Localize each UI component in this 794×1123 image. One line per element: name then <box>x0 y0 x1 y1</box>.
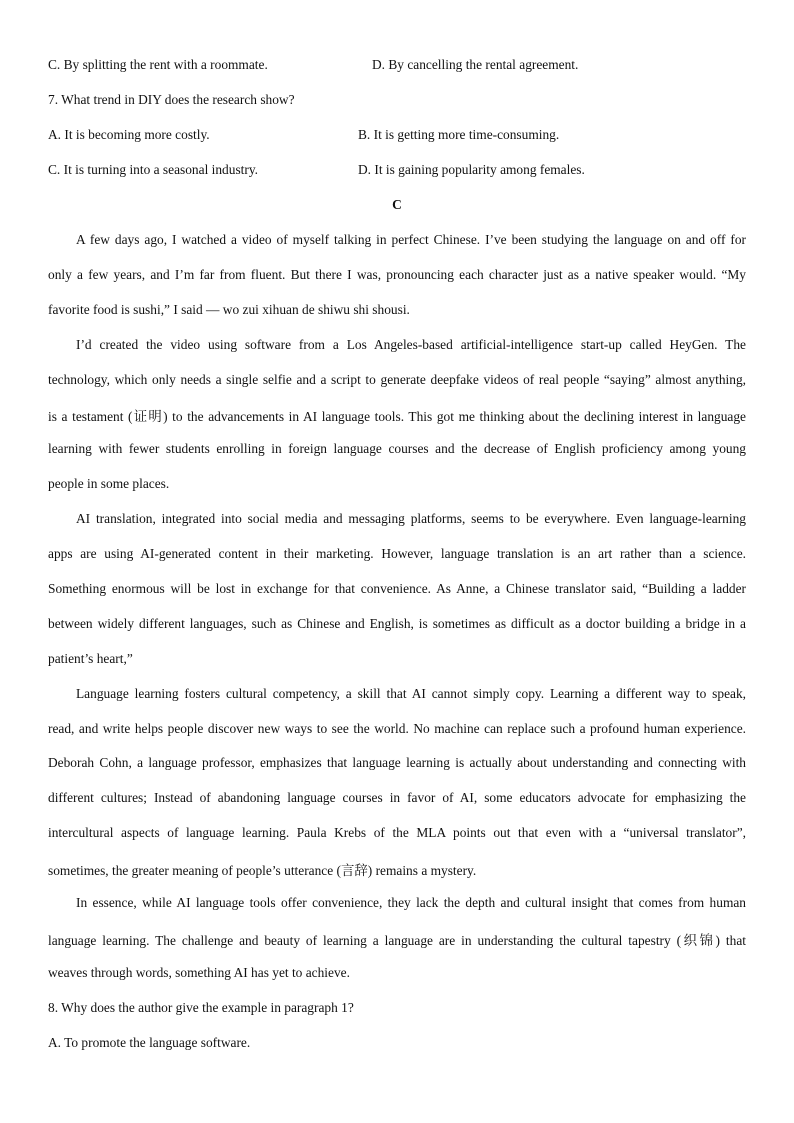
paragraph-4-line: intercultural aspects of language learning. Paula Krebs of the MLA points out that even with a “universal translator”, <box>48 825 746 840</box>
q6-option-d: D. By cancelling the rental agreement. <box>372 57 579 72</box>
paragraph-3-line: patient’s heart,” <box>48 651 133 666</box>
paragraph-1-line: A few days ago, I watched a video of myself talking in perfect Chinese. I’ve been studying the language on and off for <box>76 232 746 247</box>
q7-option-c: C. It is turning into a seasonal industry. <box>48 162 259 177</box>
paragraph-4-line: Language learning fosters cultural competency, a skill that AI cannot simply copy. Learning a different way to speak, <box>76 686 746 701</box>
paragraph-1-line: only a few years, and I’m far from fluent. But there I was, pronouncing each character just as a native speaker would. “My <box>48 267 746 282</box>
paragraph-4-line: different cultures; Instead of abandoning language courses in favor of AI, some educators advocate for emphasizing the <box>48 790 746 805</box>
q8-option-a: A. To promote the language software. <box>48 1035 251 1050</box>
paragraph-3-line: apps are using AI-generated content in their marketing. However, language translation is an art rather than a science. <box>48 546 746 561</box>
paragraph-2-line: learning with fewer students enrolling in foreign language courses and the decrease of English proficiency among young <box>48 441 746 456</box>
paragraph-3-line: Something enormous will be lost in exchange for that convenience. As Anne, a Chinese translator said, “Building a ladder <box>48 581 746 596</box>
paragraph-1-line: favorite food is sushi,” I said — wo zui xihuan de shiwu shi shousi. <box>48 302 410 317</box>
paragraph-4-line: sometimes, the greater meaning of people’s utterance (言辞) remains a mystery. <box>48 863 477 878</box>
paragraph-2-line: technology, which only needs a single selfie and a script to generate deepfake videos of real people “saying” almost anything, <box>48 372 746 387</box>
paragraph-5-line: In essence, while AI language tools offer convenience, they lack the depth and cultural insight that comes from human <box>76 895 746 910</box>
section-heading: C <box>392 197 402 212</box>
paragraph-5-line: language learning. The challenge and beauty of learning a language are in understanding the cultural tapestry (织锦) that <box>48 933 746 948</box>
paragraph-2-line: is a testament (证明) to the advancements in AI language tools. This got me thinking about the declining interest in language <box>48 409 746 424</box>
q8-stem: 8. Why does the author give the example in paragraph 1? <box>48 1000 354 1015</box>
paragraph-4-line: Deborah Cohn, a language professor, emphasizes that language learning is actually about understanding and connecting with <box>48 755 746 770</box>
paragraph-3-line: between widely different languages, such as Chinese and English, is sometimes as difficult as a doctor building a bridge in a <box>48 616 746 631</box>
q7-option-b: B. It is getting more time-consuming. <box>358 127 560 142</box>
paragraph-2-line: I’d created the video using software from a Los Angeles-based artificial-intelligence start-up called HeyGen. The <box>76 337 746 352</box>
q6-option-c: C. By splitting the rent with a roommate. <box>48 57 268 72</box>
q7-option-a: A. It is becoming more costly. <box>48 127 210 142</box>
paragraph-5-line: weaves through words, something AI has yet to achieve. <box>48 965 350 980</box>
paragraph-4-line: read, and write helps people discover new ways to see the world. No machine can replace such a profound human experience. <box>48 721 746 736</box>
paragraph-3-line: AI translation, integrated into social media and messaging platforms, seems to be everywhere. Even language-learning <box>76 511 746 526</box>
paragraph-2-line: people in some places. <box>48 476 170 491</box>
q7-stem: 7. What trend in DIY does the research show? <box>48 92 295 107</box>
q7-option-d: D. It is gaining popularity among females. <box>358 162 585 177</box>
